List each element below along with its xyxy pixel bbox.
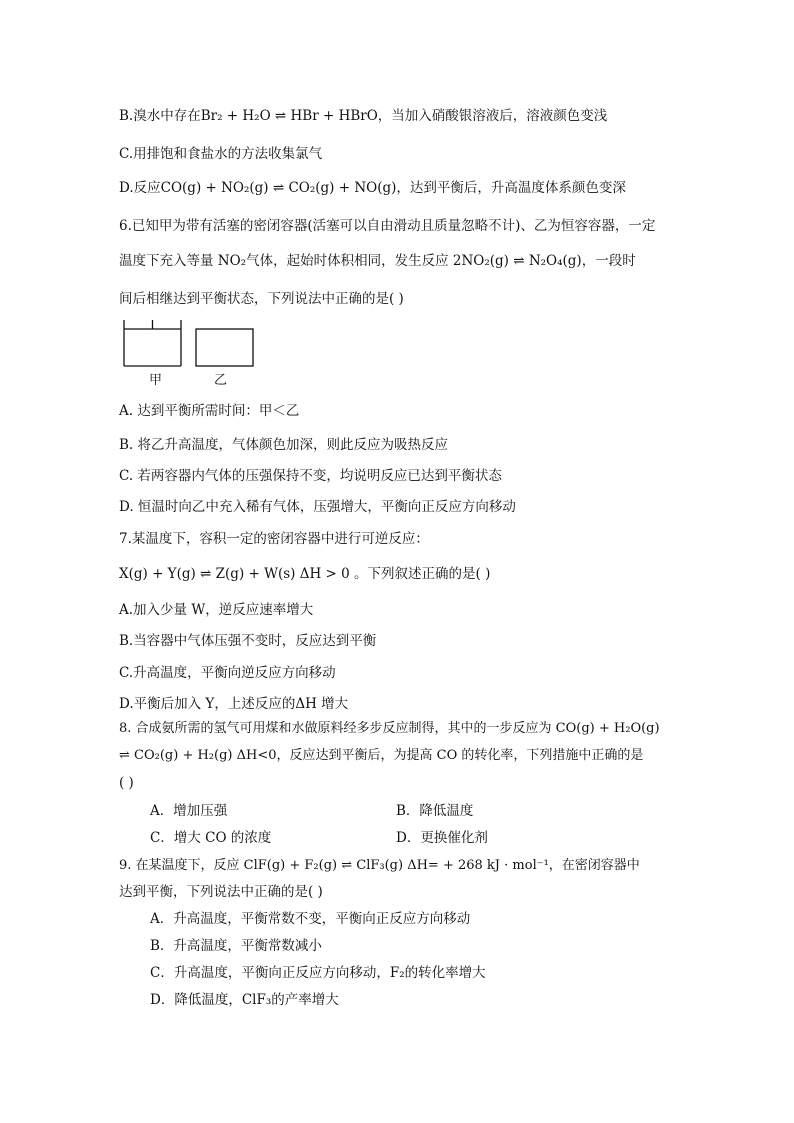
q7-stem-line1: 7.某温度下，容积一定的密闭容器中进行可逆反应： <box>119 531 429 547</box>
q6-option-d: D. 恒温时向乙中充入稀有气体，压强增大，平衡向正反应方向移动 <box>119 499 516 515</box>
q7-option-d: D.平衡后加入 Y，上述反应的ΔH 增大 <box>119 696 349 712</box>
q9-option-a: A．升高温度，平衡常数不变，平衡向正反应方向移动 <box>150 911 471 927</box>
q8-option-c: C．增大 CO 的浓度 <box>150 830 272 846</box>
q5-option-b: B.溴水中存在Br₂ + H₂O ⇌ HBr + HBrO，当加入硝酸银溶液后，溶液颜色变浅 <box>119 108 608 124</box>
q6-stem-line3: 间后相继达到平衡状态，下列说法中正确的是( ) <box>119 291 404 307</box>
label-jia: 甲 <box>149 373 163 388</box>
q6-option-c: C. 若两容器内气体的压强保持不变，均说明反应已达到平衡状态 <box>119 468 502 484</box>
q8-stem-line3: ( ) <box>119 775 134 791</box>
container-diagram <box>119 318 279 390</box>
q5-option-d: D.反应CO(g) + NO₂(g) ⇌ CO₂(g) + NO(g)，达到平衡后，升高温度体系颜色变深 <box>119 180 626 196</box>
q6-stem-line1: 6.已知甲为带有活塞的密闭容器(活塞可以自由滑动且质量忽略不计)、乙为恒容容器，一定 <box>119 218 656 234</box>
q9-stem-line1: 9. 在某温度下，反应 ClF(g) + F₂(g) ⇌ ClF₃(g) ΔH= + 268 kJ · mol⁻¹，在密闭容器中 <box>119 858 640 873</box>
q8-stem-line2: ⇌ CO₂(g) + H₂(g) ΔH<0，反应达到平衡后，为提高 CO 的转化率，下列措施中正确的是 <box>119 748 644 763</box>
container-yi <box>196 329 253 366</box>
q6-option-b: B. 将乙升高温度，气体颜色加深，则此反应为吸热反应 <box>119 437 449 453</box>
q8-stem-line1: 8. 合成氨所需的氢气可用煤和水做原料经多步反应制得，其中的一步反应为 CO(g) + H₂O(g) <box>119 721 660 736</box>
q6-stem-line2: 温度下充入等量 NO₂气体，起始时体积相同，发生反应 2NO₂(g) ⇌ N₂O₄(g)，一段时 <box>119 253 636 269</box>
q9-stem-line2: 达到平衡，下列说法中正确的是( ) <box>119 884 323 900</box>
container-jia <box>124 320 181 366</box>
q7-stem-line2: X(g) + Y(g) ⇌ Z(g) + W(s) ΔH > 0 。下列叙述正确的是( ) <box>119 566 491 582</box>
label-yi: 乙 <box>214 373 228 388</box>
q8-option-d: D．更换催化剂 <box>396 830 488 846</box>
q5-option-c: C.用排饱和食盐水的方法收集氯气 <box>119 146 323 162</box>
q7-option-b: B.当容器中气体压强不变时，反应达到平衡 <box>119 633 377 649</box>
q7-option-a: A.加入少量 W，逆反应速率增大 <box>119 602 314 618</box>
q8-option-b: B．降低温度 <box>396 803 474 819</box>
q9-option-c: C．升高温度，平衡向正反应方向移动，F₂的转化率增大 <box>150 965 486 981</box>
q6-option-a: A. 达到平衡所需时间：甲＜乙 <box>119 403 300 419</box>
q7-option-c: C.升高温度，平衡向逆反应方向移动 <box>119 665 336 681</box>
q9-option-d: D．降低温度，ClF₃的产率增大 <box>150 992 339 1008</box>
q8-option-a: A．增加压强 <box>150 803 228 819</box>
q9-option-b: B．升高温度，平衡常数减小 <box>150 938 322 954</box>
